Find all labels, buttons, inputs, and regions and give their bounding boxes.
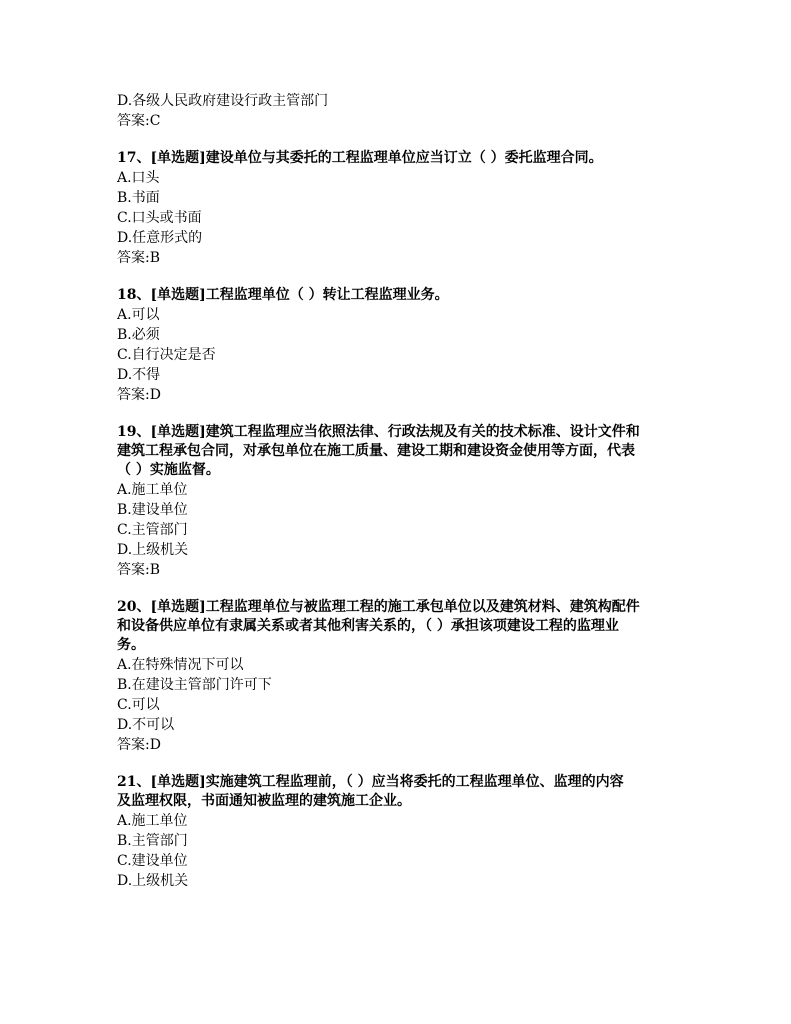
- answer: 答案:D: [117, 387, 161, 403]
- option-a: A.口头: [117, 170, 160, 186]
- question-20: [117, 598, 677, 755]
- option-a: A.施工单位: [117, 813, 188, 829]
- option-c: C.建设单位: [117, 853, 188, 869]
- option-c: C.主管部门: [117, 522, 188, 538]
- option-d: D.任意形式的: [117, 230, 203, 246]
- question-title-line-3: （ ）实施监督。: [117, 462, 220, 478]
- question-17: [117, 149, 677, 268]
- document-page: [117, 91, 677, 891]
- option-a: A.施工单位: [117, 482, 188, 498]
- prev-option-d: D.各级人民政府建设行政主管部门: [117, 93, 329, 109]
- question-19: [117, 423, 677, 580]
- option-c: C.口头或书面: [117, 210, 202, 226]
- question-title: 18、[单选题]工程监理单位（ ）转让工程监理业务。: [117, 287, 449, 303]
- question-title-line-1: 21、[单选题]实施建筑工程监理前，（ ）应当将委托的工程监理单位、监理的内容: [117, 774, 624, 790]
- option-c: C.可以: [117, 697, 160, 713]
- option-b: B.建设单位: [117, 502, 188, 518]
- answer: 答案:B: [117, 250, 161, 266]
- option-a: A.在特殊情况下可以: [117, 657, 244, 673]
- question-title-line-1: 20、[单选题]工程监理单位与被监理工程的施工承包单位以及建筑材料、建筑构配件: [117, 599, 640, 615]
- question-title-line-1: 19、[单选题]建筑工程监理应当依照法律、行政法规及有关的技术标准、设计文件和: [117, 424, 640, 440]
- option-a: A.可以: [117, 307, 160, 323]
- option-c: C.自行决定是否: [117, 347, 216, 363]
- option-b: B.在建设主管部门许可下: [117, 677, 272, 693]
- question-18: [117, 286, 677, 405]
- option-b: B.书面: [117, 190, 160, 206]
- prev-answer: 答案:C: [117, 113, 161, 129]
- question-title-line-2: 及监理权限，书面通知被监理的建筑施工企业。: [117, 793, 411, 809]
- option-d: D.不可以: [117, 717, 175, 733]
- option-b: B.主管部门: [117, 833, 188, 849]
- question-title: 17、[单选题]建设单位与其委托的工程监理单位应当订立（ ）委托监理合同。: [117, 150, 603, 166]
- question-title-line-2: 和设备供应单位有隶属关系或者其他利害关系的，（ ）承担该项建设工程的监理业: [117, 618, 619, 634]
- question-title-line-3: 务。: [117, 637, 145, 653]
- question-21: [117, 773, 677, 891]
- option-d: D.上级机关: [117, 542, 189, 558]
- answer: 答案:D: [117, 737, 161, 753]
- option-b: B.必须: [117, 327, 160, 343]
- option-d: D.上级机关: [117, 873, 189, 889]
- answer: 答案:B: [117, 562, 161, 578]
- option-d: D.不得: [117, 367, 161, 383]
- question-title-line-2: 建筑工程承包合同，对承包单位在施工质量、建设工期和建设资金使用等方面，代表: [117, 443, 635, 459]
